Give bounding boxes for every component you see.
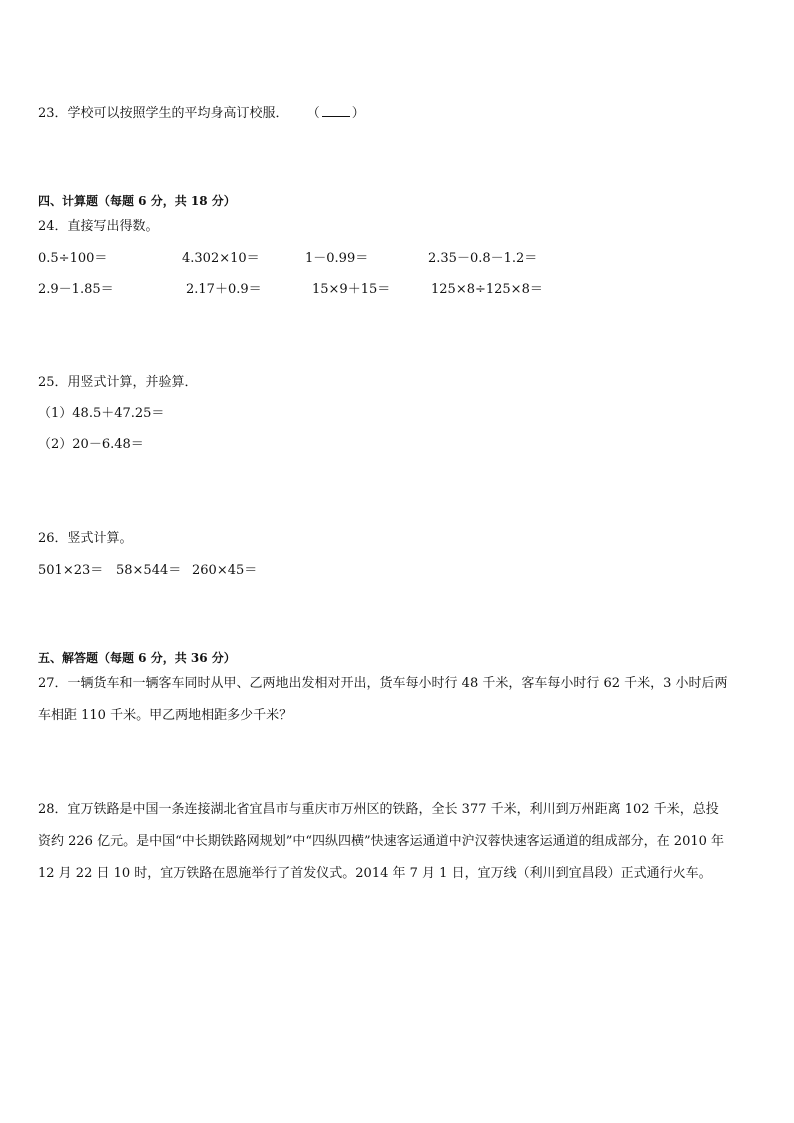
question-27 bbox=[38, 668, 758, 732]
calc-item: 1－0.99＝ bbox=[305, 251, 369, 266]
question-28-line-3: 12 月 22 日 10 时，宜万铁路在恩施举行了首发仪式。2014 年 7 月 1 日，宜万线（利川到宜昌段）正式通行火车。 bbox=[38, 866, 712, 881]
calc-item: 260×45＝ bbox=[192, 563, 258, 578]
answer-paren-close: ） bbox=[351, 106, 365, 121]
calc-item: 125×8÷125×8＝ bbox=[431, 282, 543, 297]
calc-item: 0.5÷100＝ bbox=[38, 251, 108, 266]
question-25-title: 25．用竖式计算，并验算． bbox=[38, 375, 198, 390]
calc-item: 2.9－1.85＝ bbox=[38, 282, 114, 297]
question-24-title: 24．直接写出得数。 bbox=[38, 219, 159, 234]
question-25-item-1: （1）48.5＋47.25＝ bbox=[38, 406, 165, 421]
calc-item: 15×9＋15＝ bbox=[312, 282, 391, 297]
section-5-title: 五、解答题（每题 6 分，共 36 分） bbox=[38, 651, 236, 665]
question-27-line-2: 车相距 110 千米。甲乙两地相距多少千米？ bbox=[38, 708, 293, 723]
calc-item: 501×23＝ bbox=[38, 563, 104, 578]
question-27-line-1: 27．一辆货车和一辆客车同时从甲、乙两地出发相对开出，货车每小时行 48 千米，客车每小时行 62 千米，3 小时后两 bbox=[38, 676, 728, 691]
question-23 bbox=[38, 104, 365, 122]
calc-item: 4.302×10＝ bbox=[182, 251, 260, 266]
question-25-item-2: （2）20－6.48＝ bbox=[38, 437, 144, 452]
calc-item: 58×544＝ bbox=[116, 563, 182, 578]
calc-item: 2.17＋0.9＝ bbox=[186, 282, 262, 297]
question-26-title: 26．竖式计算。 bbox=[38, 531, 133, 546]
calc-item: 2.35－0.8－1.2＝ bbox=[428, 251, 538, 266]
answer-blank[interactable] bbox=[322, 104, 350, 117]
question-23-text: 23．学校可以按照学生的平均身高订校服． bbox=[38, 106, 289, 121]
answer-paren-open: （ bbox=[306, 106, 320, 121]
question-28-line-2: 资约 226 亿元。是中国“中长期铁路网规划”中“四纵四横”快速客运通道中沪汉蓉快速客运通道的组成部分，在 2010 年 bbox=[38, 834, 725, 849]
question-28-line-1: 28．宜万铁路是中国一条连接湖北省宜昌市与重庆市万州区的铁路，全长 377 千米，利川到万州距离 102 千米，总投 bbox=[38, 802, 719, 817]
question-28 bbox=[38, 794, 758, 890]
section-4-title: 四、计算题（每题 6 分，共 18 分） bbox=[38, 194, 236, 208]
